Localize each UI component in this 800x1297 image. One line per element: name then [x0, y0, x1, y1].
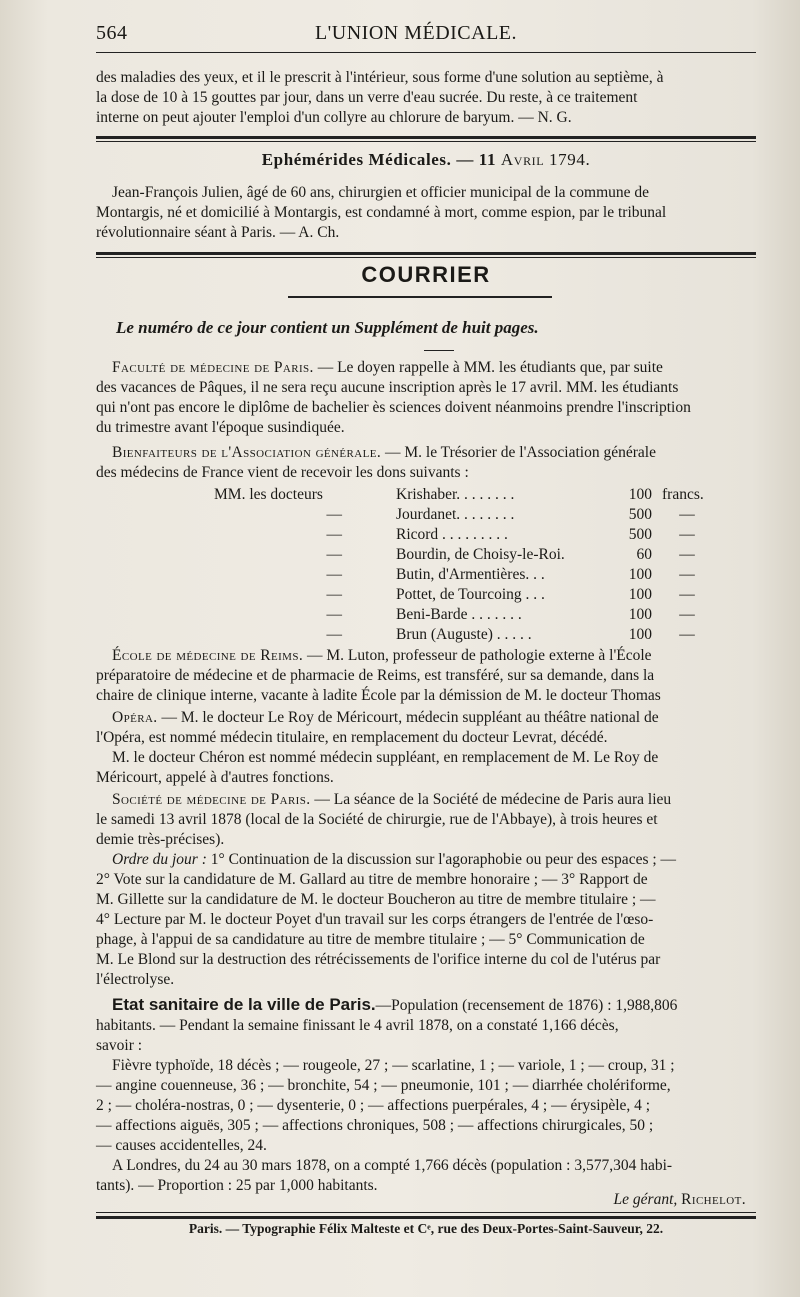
donor-unit: —: [679, 566, 695, 583]
text-line: [96, 708, 756, 728]
donor-prefix: MM. les docteurs: [214, 486, 323, 503]
opera-heading: Opéra.: [112, 709, 158, 726]
donor-row: [214, 605, 712, 625]
donor-amount: 100: [628, 486, 652, 503]
bienfaiteurs-text: — M. le Trésorier de l'Association générale: [381, 444, 656, 461]
signature-name: Richelot.: [681, 1191, 746, 1208]
ephemerides-date: Avril 1794.: [500, 150, 591, 169]
donor-prefix: —: [326, 526, 342, 543]
text-line: M. Gillette sur la candidature de M. le docteur Boucheron au titre de membre titulaire ; —: [96, 891, 656, 908]
ephemerides-text: [96, 183, 756, 243]
footer-rule: [96, 1212, 756, 1213]
donor-name: Bourdin, de Choisy-le-Roi.: [396, 546, 565, 563]
donor-prefix: —: [326, 506, 342, 523]
text-line: phage, à l'appui de sa candidature au titre de membre titulaire ; — 5° Communication de: [96, 931, 645, 948]
signature-label: Le gérant,: [613, 1191, 678, 1208]
donor-unit: —: [679, 586, 695, 603]
donor-name: Jourdanet. . . . . . . .: [396, 506, 515, 523]
reims-paragraph: [96, 646, 756, 706]
donors-table: [214, 485, 712, 645]
page-number: 564: [96, 22, 128, 44]
opera-text: — M. le docteur Le Roy de Méricourt, médecin suppléant au théâtre national de: [157, 709, 659, 726]
ephemerides-heading: [96, 150, 756, 170]
donor-name: Krishaber. . . . . . . .: [396, 486, 515, 503]
text-line: M. le docteur Chéron est nommé médecin suppléant, en remplacement de M. Le Roy de: [112, 749, 659, 766]
donor-prefix: —: [326, 566, 342, 583]
societe-text: — La séance de la Société de médecine de Paris aura lieu: [310, 791, 672, 808]
text-line: [96, 995, 756, 1016]
text-line: [96, 850, 756, 870]
donor-prefix: —: [326, 546, 342, 563]
section-rule: [96, 257, 756, 258]
text-line: tants). — Proportion : 25 par 1,000 habitants.: [96, 1177, 378, 1194]
separator-dash: [424, 350, 454, 351]
text-line: — affections aiguës, 305 ; — affections chroniques, 508 ; — affections chirurgicales, 50 ;: [96, 1117, 654, 1134]
text-line: Méricourt, appelé à d'autres fonctions.: [96, 769, 334, 786]
intro-paragraph: [96, 68, 756, 128]
donor-row: [214, 525, 712, 545]
donor-name: Beni-Barde . . . . . . .: [396, 606, 522, 623]
donor-prefix: —: [326, 586, 342, 603]
text-line: [96, 358, 756, 378]
imprint: Paris. — Typographie Félix Malteste et Cᵉ, rue des Deux-Portes-Saint-Sauveur, 22.: [188, 1221, 664, 1236]
donor-amount: 500: [628, 506, 652, 523]
text-line: — angine couenneuse, 36 ; — bronchite, 54 ; — pneumonie, 101 ; — diarrhée cholériforme,: [96, 1077, 671, 1094]
donor-name: Ricord . . . . . . . . .: [396, 526, 508, 543]
donor-unit: —: [679, 626, 695, 643]
donor-unit: —: [679, 546, 695, 563]
societe-heading: Société de médecine de Paris.: [112, 791, 311, 808]
journal-title: L'UNION MÉDICALE.: [314, 22, 518, 44]
donor-unit: —: [679, 606, 695, 623]
text-line: [96, 443, 756, 463]
courrier-heading: COURRIER: [361, 262, 491, 287]
text-line: des vacances de Pâques, il ne sera reçu aucune inscription après le 17 avril. MM. les étudiants: [96, 379, 679, 396]
section-rule: [96, 136, 756, 139]
text-line: [96, 646, 756, 666]
text-line: habitants. — Pendant la semaine finissant le 4 avril 1878, on a constaté 1,166 décès,: [96, 1017, 619, 1034]
donor-amount: 100: [628, 626, 652, 643]
etat-sanitaire-paragraph: [96, 995, 756, 1196]
donor-row: [214, 545, 712, 565]
faculte-text: — Le doyen rappelle à MM. les étudiants que, par suite: [313, 359, 663, 376]
donor-row: [214, 565, 712, 585]
faculte-heading: Faculté de médecine de Paris.: [112, 359, 314, 376]
text-line: du trimestre avant l'époque susindiquée.: [96, 419, 345, 436]
text-line: chaire de clinique interne, vacante à ladite École par la démission de M. le docteur Thomas: [96, 687, 661, 704]
running-head: [96, 22, 756, 48]
donors-list: [214, 485, 712, 645]
donor-prefix: —: [326, 606, 342, 623]
text-line: qui n'ont pas encore le diplôme de bachelier ès sciences doivent néanmoins prendre l'inscription: [96, 399, 691, 416]
text-line: A Londres, du 24 au 30 mars 1878, on a compté 1,766 décès (population : 3,577,304 habi-: [112, 1157, 673, 1174]
donor-name: Butin, d'Armentières. . .: [396, 566, 545, 583]
text-line: l'Opéra, est nommé médecin titulaire, en remplacement du docteur Levrat, décédé.: [96, 729, 608, 746]
donor-amount: 100: [628, 606, 652, 623]
reims-text: — M. Luton, professeur de pathologie externe à l'École: [303, 647, 652, 664]
text-line: Jean-François Julien, âgé de 60 ans, chirurgien et officier municipal de la commune de: [112, 184, 650, 201]
text-line: la dose de 10 à 15 gouttes par jour, dans un verre d'eau sucrée. Du reste, à ce traitement: [96, 89, 638, 106]
etat-sanitaire-heading: Etat sanitaire de la ville de Paris.: [112, 995, 376, 1014]
supplement-notice: Le numéro de ce jour contient un Supplément de huit pages.: [116, 318, 539, 337]
donor-row: [214, 485, 712, 505]
opera-paragraph: [96, 708, 756, 788]
donor-amount: 500: [628, 526, 652, 543]
text-line: — causes accidentelles, 24.: [96, 1137, 267, 1154]
donor-amount: 100: [628, 566, 652, 583]
text-line: révolutionnaire séant à Paris. — A. Ch.: [96, 224, 340, 241]
text-line: 4° Lecture par M. le docteur Poyet d'un travail sur les corps étrangers de l'entrée de l'œso-: [96, 911, 654, 928]
signature: [96, 1191, 756, 1209]
text-line: Fièvre typhoïde, 18 décès ; — rougeole, 27 ; — scarlatine, 1 ; — variole, 1 ; — croup, 31 ;: [112, 1057, 675, 1074]
text-line: préparatoire de médecine et de pharmacie de Reims, est transféré, sur sa demande, dans la: [96, 667, 655, 684]
donor-unit: —: [679, 526, 695, 543]
text-line: interne on peut ajouter l'emploi d'un collyre au chlorure de baryum. — N. G.: [96, 109, 572, 126]
donor-unit: —: [679, 506, 695, 523]
text-line: des médecins de France vient de recevoir les dons suivants :: [96, 464, 469, 481]
ordre-du-jour-text: 1° Continuation de la discussion sur l'agoraphobie ou peur des espaces ; —: [206, 851, 677, 868]
text-line: l'électrolyse.: [96, 971, 175, 988]
bienfaiteurs-heading: Bienfaiteurs de l'Association générale.: [112, 444, 382, 461]
text-line: [96, 790, 756, 810]
text-line: M. Le Blond sur la destruction des rétrécissements de l'orifice interne du col de l'utérus par: [96, 951, 661, 968]
text-line: le samedi 13 avril 1878 (local de la Société de chirurgie, rue de l'Abbaye), à trois heures et: [96, 811, 658, 828]
text-line: 2° Vote sur la candidature de M. Gallard au titre de membre honoraire ; — 3° Rapport de: [96, 871, 648, 888]
courrier-underline: [288, 296, 552, 298]
ephemerides-title: Ephémérides Médicales. — 11: [261, 150, 497, 169]
header-rule: [96, 52, 756, 53]
etat-sanitaire-text: —Population (recensement de 1876) : 1,988,806: [375, 997, 678, 1014]
donor-amount: 60: [636, 546, 652, 563]
donor-prefix: —: [326, 626, 342, 643]
section-rule: [96, 252, 756, 255]
donor-row: [214, 625, 712, 645]
donor-name: Pottet, de Tourcoing . . .: [396, 586, 545, 603]
bienfaiteurs-paragraph: [96, 443, 756, 483]
faculte-paragraph: [96, 358, 756, 438]
donor-unit: francs.: [662, 486, 704, 503]
text-line: savoir :: [96, 1037, 143, 1054]
donor-amount: 100: [628, 586, 652, 603]
societe-paragraph: [96, 790, 756, 990]
text-line: 2 ; — choléra-nostras, 0 ; — dysenterie, 0 ; — affections puerpérales, 4 ; — érysipèle, 4 ;: [96, 1097, 651, 1114]
text-line: Montargis, né et domicilié à Montargis, est condamné à mort, comme espion, par le tribunal: [96, 204, 667, 221]
donor-row: [214, 585, 712, 605]
text-line: demie très-précises).: [96, 831, 225, 848]
section-rule: [96, 141, 756, 142]
footer-rule: [96, 1216, 756, 1219]
donor-row: [214, 505, 712, 525]
text-line: des maladies des yeux, et il le prescrit à l'intérieur, sous forme d'une solution au septième, à: [96, 69, 664, 86]
reims-heading: École de médecine de Reims.: [112, 647, 304, 664]
ordre-du-jour-label: Ordre du jour :: [112, 851, 207, 868]
donor-name: Brun (Auguste) . . . . .: [396, 626, 532, 643]
